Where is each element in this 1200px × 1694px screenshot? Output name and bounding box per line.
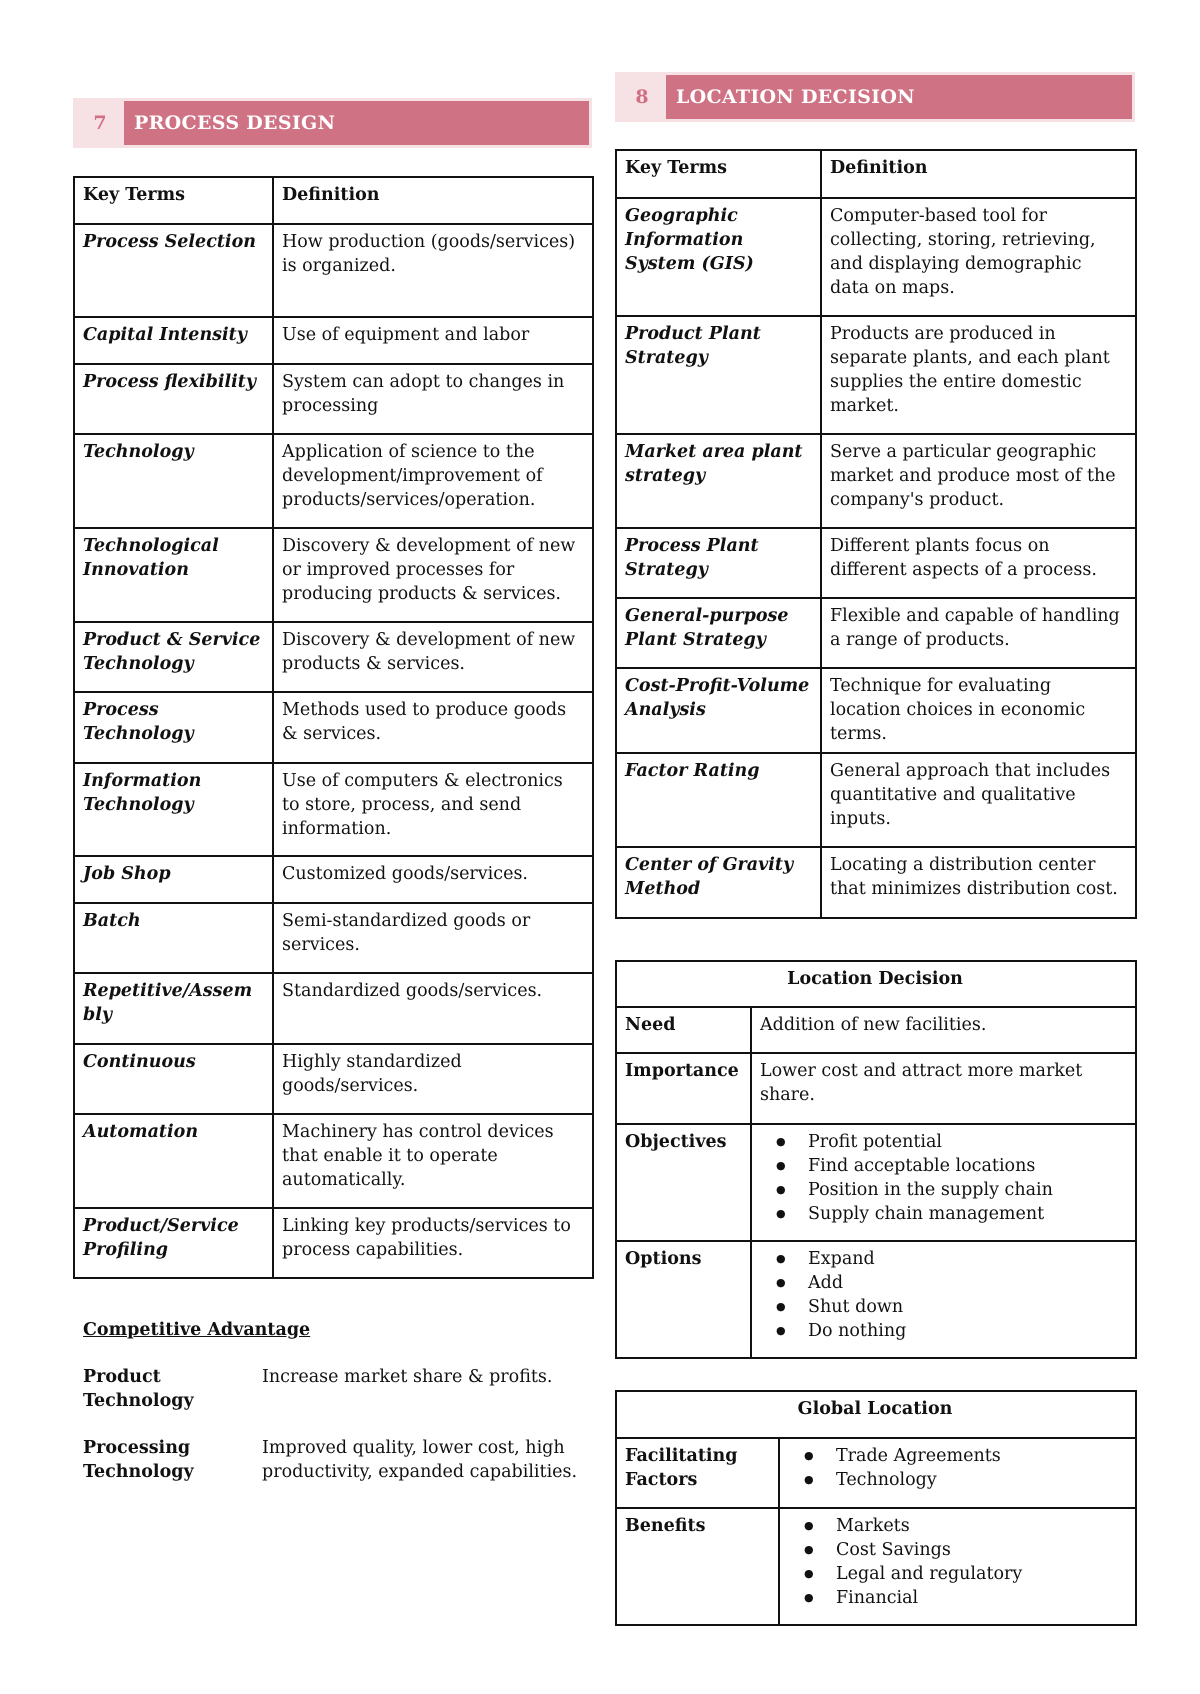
- options-value: [751, 1241, 1136, 1358]
- term-cell: Process flexibility: [74, 364, 273, 434]
- global-title-row: [616, 1391, 1136, 1438]
- term-cell: Product/Service Profiling: [74, 1208, 273, 1278]
- list-item: ● Trade Agreements: [836, 1444, 1125, 1468]
- global-location-table: [615, 1390, 1137, 1626]
- list-item: ● Shut down: [808, 1295, 1125, 1319]
- table-header-row: [74, 177, 593, 224]
- need-label: Need: [616, 1007, 751, 1053]
- table-row: [74, 763, 593, 856]
- definition-cell: Products are produced in separate plants, and each plant supplies the entire domestic market.: [821, 316, 1136, 434]
- table-row: [616, 598, 1136, 668]
- advantage-item-product: [83, 1365, 582, 1413]
- definition-cell: Highly standardized goods/services.: [273, 1044, 593, 1114]
- definition-cell: Standardized goods/services.: [273, 973, 593, 1044]
- list-item: ● Financial: [836, 1586, 1125, 1610]
- list-item: ● Profit potential: [808, 1130, 1125, 1154]
- global-title: Global Location: [616, 1391, 1136, 1438]
- table-row: [74, 692, 593, 763]
- definition-cell: Computer-based tool for collecting, storing, retrieving, and displaying demographic data on maps.: [821, 198, 1136, 316]
- term-cell: Market area plant strategy: [616, 434, 821, 528]
- objectives-label: Objectives: [616, 1124, 751, 1241]
- definition-cell: Different plants focus on different aspects of a process.: [821, 528, 1136, 598]
- facilitating-value: [779, 1438, 1136, 1508]
- term-cell: Product Plant Strategy: [616, 316, 821, 434]
- table-row: [74, 1044, 593, 1114]
- definition-cell: System can adopt to changes in processing: [273, 364, 593, 434]
- definition-cell: Flexible and capable of handling a range of products.: [821, 598, 1136, 668]
- list-item: ● Markets: [836, 1514, 1125, 1538]
- table-row: [74, 856, 593, 903]
- process-design-header: [73, 98, 592, 148]
- term-cell: Information Technology: [74, 763, 273, 856]
- table-row: [74, 973, 593, 1044]
- definition-cell: Use of equipment and labor: [273, 317, 593, 364]
- table-row: [616, 668, 1136, 753]
- definition-cell: Linking key products/services to process capabilities.: [273, 1208, 593, 1278]
- location-decision-header: [615, 72, 1135, 122]
- table-header-row: [616, 150, 1136, 198]
- term-cell: Center of Gravity Method: [616, 847, 821, 918]
- term-cell: Process Technology: [74, 692, 273, 763]
- term-cell: Automation: [74, 1114, 273, 1208]
- table-row: [74, 434, 593, 528]
- term-cell: Continuous: [74, 1044, 273, 1114]
- term-cell: General-purpose Plant Strategy: [616, 598, 821, 668]
- benefits-list: [788, 1514, 1125, 1610]
- term-cell: Product & Service Technology: [74, 622, 273, 692]
- table-row: [616, 528, 1136, 598]
- summary-row-need: [616, 1007, 1136, 1053]
- definition-cell: Customized goods/services.: [273, 856, 593, 903]
- global-row-benefits: [616, 1508, 1136, 1625]
- header-definition: Definition: [821, 150, 1136, 198]
- table-row: [74, 317, 593, 364]
- table-row: [74, 622, 593, 692]
- advantage-key: Product Technology: [83, 1367, 194, 1411]
- process-design-table: [73, 176, 594, 1279]
- definition-cell: Methods used to produce goods & services.: [273, 692, 593, 763]
- term-cell: Repetitive/Assembly: [74, 973, 273, 1044]
- term-cell: Job Shop: [74, 856, 273, 903]
- term-cell: Capital Intensity: [74, 317, 273, 364]
- advantage-key: Processing Technology: [83, 1438, 194, 1482]
- facilitating-label: Facilitating Factors: [616, 1438, 779, 1508]
- table-row: [74, 528, 593, 622]
- definition-cell: Use of computers & electronics to store, process, and send information.: [273, 763, 593, 856]
- benefits-value: [779, 1508, 1136, 1625]
- header-key-terms: Key Terms: [74, 177, 273, 224]
- advantage-value: Increase market share & profits.: [262, 1367, 553, 1387]
- term-cell: Cost-Profit-Volume Analysis: [616, 668, 821, 753]
- definition-cell: Application of science to the development/improvement of products/services/operation.: [273, 434, 593, 528]
- table-row: [616, 434, 1136, 528]
- term-cell: Factor Rating: [616, 753, 821, 847]
- summary-row-options: [616, 1241, 1136, 1358]
- facilitating-list: [788, 1444, 1125, 1492]
- list-item: ● Cost Savings: [836, 1538, 1125, 1562]
- list-item: ● Find acceptable locations: [808, 1154, 1125, 1178]
- list-item: ● Legal and regulatory: [836, 1562, 1125, 1586]
- definition-cell: How production (goods/services) is organized.: [273, 224, 593, 317]
- header-key-terms: Key Terms: [616, 150, 821, 198]
- term-cell: Process Plant Strategy: [616, 528, 821, 598]
- summary-row-objectives: [616, 1124, 1136, 1241]
- table-row: [74, 1114, 593, 1208]
- section-title: PROCESS DESIGN: [124, 101, 589, 145]
- list-item: ● Do nothing: [808, 1319, 1125, 1343]
- advantage-item-processing: [83, 1436, 582, 1484]
- summary-title: Location Decision: [616, 961, 1136, 1007]
- term-cell: Batch: [74, 903, 273, 973]
- table-row: [616, 847, 1136, 918]
- location-decision-table: [615, 149, 1137, 919]
- importance-label: Importance: [616, 1053, 751, 1124]
- location-summary-table: [615, 960, 1137, 1359]
- definition-cell: Technique for evaluating location choices in economic terms.: [821, 668, 1136, 753]
- list-item: ● Technology: [836, 1468, 1125, 1492]
- section-number: 7: [93, 112, 107, 134]
- advantage-value: Improved quality, lower cost, high productivity, expanded capabilities.: [262, 1438, 578, 1482]
- table-row: [74, 1208, 593, 1278]
- global-row-facilitating: [616, 1438, 1136, 1508]
- definition-cell: Discovery & development of new products & services.: [273, 622, 593, 692]
- table-row: [616, 198, 1136, 316]
- definition-cell: Serve a particular geographic market and produce most of the company's product.: [821, 434, 1136, 528]
- definition-cell: Locating a distribution center that minimizes distribution cost.: [821, 847, 1136, 918]
- options-label: Options: [616, 1241, 751, 1358]
- term-cell: Process Selection: [74, 224, 273, 317]
- competitive-advantage-title: Competitive Advantage: [83, 1320, 311, 1340]
- list-item: ● Position in the supply chain: [808, 1178, 1125, 1202]
- objectives-list: [760, 1130, 1125, 1226]
- objectives-value: [751, 1124, 1136, 1241]
- term-cell: Technological Innovation: [74, 528, 273, 622]
- definition-cell: General approach that includes quantitative and qualitative inputs.: [821, 753, 1136, 847]
- summary-title-row: [616, 961, 1136, 1007]
- list-item: ● Supply chain management: [808, 1202, 1125, 1226]
- list-item: ● Add: [808, 1271, 1125, 1295]
- table-row: [74, 224, 593, 317]
- header-definition: Definition: [273, 177, 593, 224]
- definition-cell: Discovery & development of new or improved processes for producing products & services.: [273, 528, 593, 622]
- list-item: ● Expand: [808, 1247, 1125, 1271]
- benefits-label: Benefits: [616, 1508, 779, 1625]
- table-row: [616, 316, 1136, 434]
- section-number: 8: [635, 86, 649, 108]
- options-list: [760, 1247, 1125, 1343]
- section-title: LOCATION DECISION: [666, 75, 1132, 119]
- need-value: Addition of new facilities.: [751, 1007, 1136, 1053]
- definition-cell: Semi-standardized goods or services.: [273, 903, 593, 973]
- term-cell: Technology: [74, 434, 273, 528]
- table-row: [616, 753, 1136, 847]
- table-row: [74, 903, 593, 973]
- definition-cell: Machinery has control devices that enable it to operate automatically.: [273, 1114, 593, 1208]
- table-row: [74, 364, 593, 434]
- summary-row-importance: [616, 1053, 1136, 1124]
- term-cell: Geographic Information System (GIS): [616, 198, 821, 316]
- importance-value: Lower cost and attract more market share.: [751, 1053, 1136, 1124]
